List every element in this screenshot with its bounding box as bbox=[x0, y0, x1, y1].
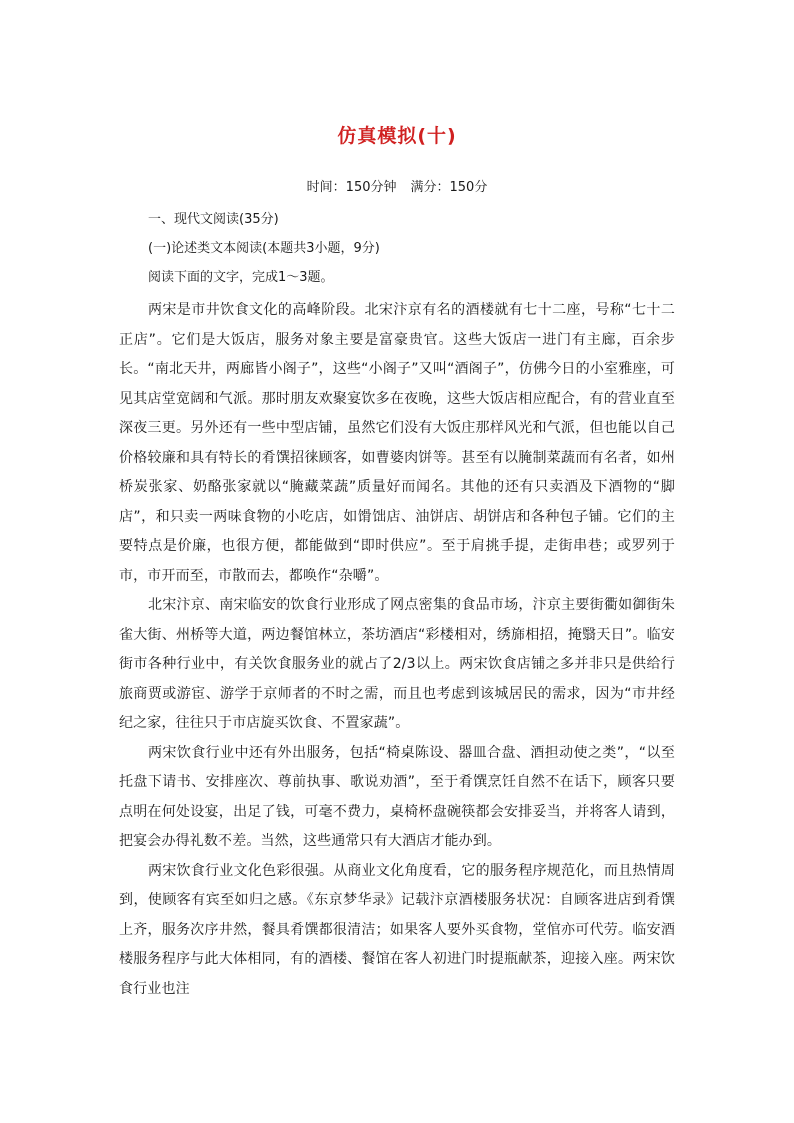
page-title: 仿真模拟(十) bbox=[337, 125, 457, 147]
subsection-heading: (一)论述类文本阅读(本题共3小题，9分) bbox=[148, 241, 380, 256]
exam-score: 满分：150分 bbox=[410, 180, 488, 195]
passage-body bbox=[119, 296, 675, 1004]
section-heading: 一、现代文阅读(35分) bbox=[148, 212, 279, 227]
passage-paragraph: 两宋是市井饮食文化的高峰阶段。北宋汴京有名的酒楼就有七十二座，号称“七十二正店”。它们是大饭店，服务对象主要是富豪贵官。这些大饭店一进门有主廊，百余步长。“南北天井，两廊皆小阁子”，这些“小阁子”又叫“酒阁子”，仿佛今日的小室雅座，可见其店堂宽阔和气派。那时朋友欢聚宴饮多在夜晚，这些大饭店相应配合，有的营业直至深夜三更。另外还有一些中型店铺，虽然它们没有大饭庄那样风光和气派，但也能以自己价格较廉和具有特长的肴馔招徕顾客，如曹婆肉饼等。甚至有以腌制菜蔬而有名者，如州桥炭张家、奶酪张家就以“腌藏菜蔬”质量好而闻名。其他的还有只卖酒及下酒物的“脚店”，和只卖一两味食物的小吃店，如馉饳店、油饼店、胡饼店和各种包子铺。它们的主要特点是价廉，也很方便，都能做到“即时供应”。至于肩挑手提，走街串巷；或罗列于市，市开而至，市散而去，都唤作“杂嚼”。 bbox=[119, 302, 675, 584]
reading-instruction: 阅读下面的文字，完成1～3题。 bbox=[148, 270, 334, 285]
passage-paragraph: 两宋饮食行业文化色彩很强。从商业文化角度看，它的服务程序规范化，而且热情周到，使顾客有宾至如归之感。《东京梦华录》记载汴京酒楼服务状况：自顾客进店到肴馔上齐，服务次序井然，餐具肴馔都很清洁；如果客人要外买食物，堂倌亦可代劳。临安酒楼服务程序与此大体相同，有的酒楼、餐馆在客人初进门时提瓶献茶，迎接入座。两宋饮食行业也注 bbox=[119, 862, 675, 997]
exam-time: 时间：150分钟 bbox=[306, 180, 397, 195]
passage-paragraph: 两宋饮食行业中还有外出服务，包括“椅桌陈设、器皿合盘、酒担动使之类”，“以至托盘下请书、安排座次、尊前执事、歌说劝酒”，至于肴馔烹饪自然不在话下，顾客只要点明在何处设宴，出足了钱，可毫不费力，桌椅杯盘碗筷都会安排妥当，并将客人请到，把宴会办得礼数不差。当然，这些通常只有大酒店才能办到。 bbox=[119, 744, 675, 849]
passage-paragraph: 北宋汴京、南宋临安的饮食行业形成了网点密集的食品市场，汴京主要街衢如御街朱雀大街、州桥等大道，两边餐馆林立，茶坊酒店“彩楼相对，绣旆相招，掩翳天日”。临安街市各种行业中，有关饮食服务业的就占了2/3以上。两宋饮食店铺之多并非只是供给行旅商贾或游宦、游学于京师者的不时之需，而且也考虑到该城居民的需求，因为“市井经纪之家，往往只于市店旋买饮食、不置家蔬”。 bbox=[119, 597, 675, 731]
exam-meta bbox=[0, 179, 794, 197]
